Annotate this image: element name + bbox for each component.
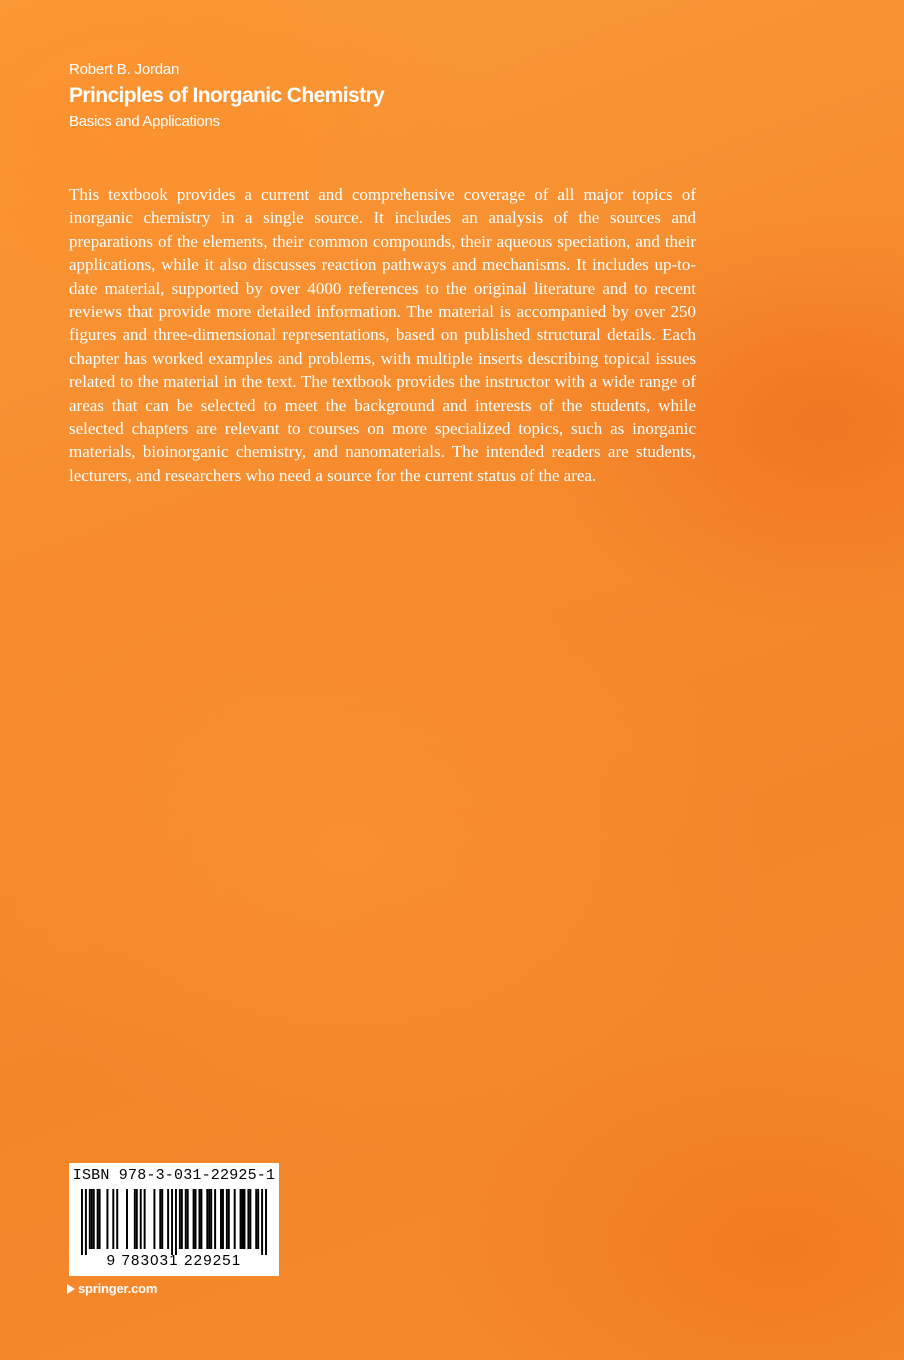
isbn-barcode [69,1163,279,1276]
barcode-bar [181,1189,183,1249]
barcode-bar [210,1189,212,1249]
barcode-bar [214,1189,216,1249]
barcode-bar [226,1189,228,1249]
barcode-bar [198,1189,200,1249]
barcode-bar [247,1189,249,1249]
book-subtitle: Basics and Applications [69,113,220,130]
barcode-bar [222,1189,224,1249]
book-title: Principles of Inorganic Chemistry [69,84,385,107]
author-name: Robert B. Jordan [69,61,180,78]
barcode-bar [106,1189,108,1249]
barcode-bar [167,1189,169,1249]
barcode-bar [208,1189,210,1249]
barcode-bar [244,1189,246,1249]
publisher-url: springer.com [78,1281,158,1296]
barcode-bar [206,1189,208,1249]
barcode-bar [265,1189,267,1255]
barcode-bar [91,1189,93,1249]
barcode-bar [99,1189,101,1249]
barcode-bar [255,1189,257,1249]
barcode-bar [136,1189,138,1249]
barcode-bar [89,1189,91,1249]
barcode-bar [97,1189,99,1249]
barcode-bar [81,1189,83,1255]
barcode-bar [195,1189,197,1249]
barcode-bar [159,1189,161,1249]
barcode-bar [153,1189,155,1249]
barcode-bar [193,1189,195,1249]
barcode-bar [134,1189,136,1249]
barcode-bar [249,1189,251,1249]
barcode-bar [144,1189,146,1249]
publisher-link[interactable] [67,1280,157,1298]
barcode-bar [187,1189,189,1249]
barcode-bar [228,1189,230,1249]
barcode-bar [161,1189,163,1249]
barcode-bar [220,1189,222,1249]
barcode-bar [179,1189,181,1249]
barcode-bar [261,1189,263,1255]
arrow-right-icon [67,1284,75,1294]
barcode-bar [93,1189,95,1249]
barcode-digits: 9 783031 229251 [106,1252,242,1269]
barcode-bar [85,1189,87,1255]
isbn-label: ISBN 978-3-031-22925-1 [72,1167,276,1184]
book-description: This textbook provides a current and comprehensive coverage of all major topics of inorganic chemistry in a single source. It includes an analysis of the sources and preparations of the elements, their common compounds, their aqueous speciation, and their applications, while it also discusses reaction pathways and mechanisms. It includes up-to-date material, supported by over 4000 references to the original literature and to recent reviews that provide more detailed information. The material is accompanied by over 250 figures and three-dimensional representations, based on published structural details. Each chapter has worked examples and problems, with multiple inserts describing topical issues related to the material in the text. The textbook provides the instructor with a wide range of areas that can be selected to meet the background and interests of the students, while selected chapters are relevant to courses on more specialized topics, such as inorganic materials, bioinorganic chemistry, and nanomaterials. The intended readers are students, lecturers, and researchers who need a source for the current status of the area. [69,185,696,485]
barcode-bar [126,1189,128,1249]
barcode-bars [81,1189,267,1255]
barcode-bar [240,1189,242,1249]
barcode-bar [257,1189,259,1249]
barcode-bar [185,1189,187,1249]
barcode-bar [112,1189,114,1249]
barcode-bar [242,1189,244,1249]
barcode-bar [175,1189,177,1255]
barcode-bar [200,1189,202,1249]
barcode-bar [171,1189,173,1255]
barcode-bar [116,1189,118,1249]
barcode-bar [234,1189,236,1249]
barcode-bar [140,1189,142,1249]
cover-header [69,60,709,132]
